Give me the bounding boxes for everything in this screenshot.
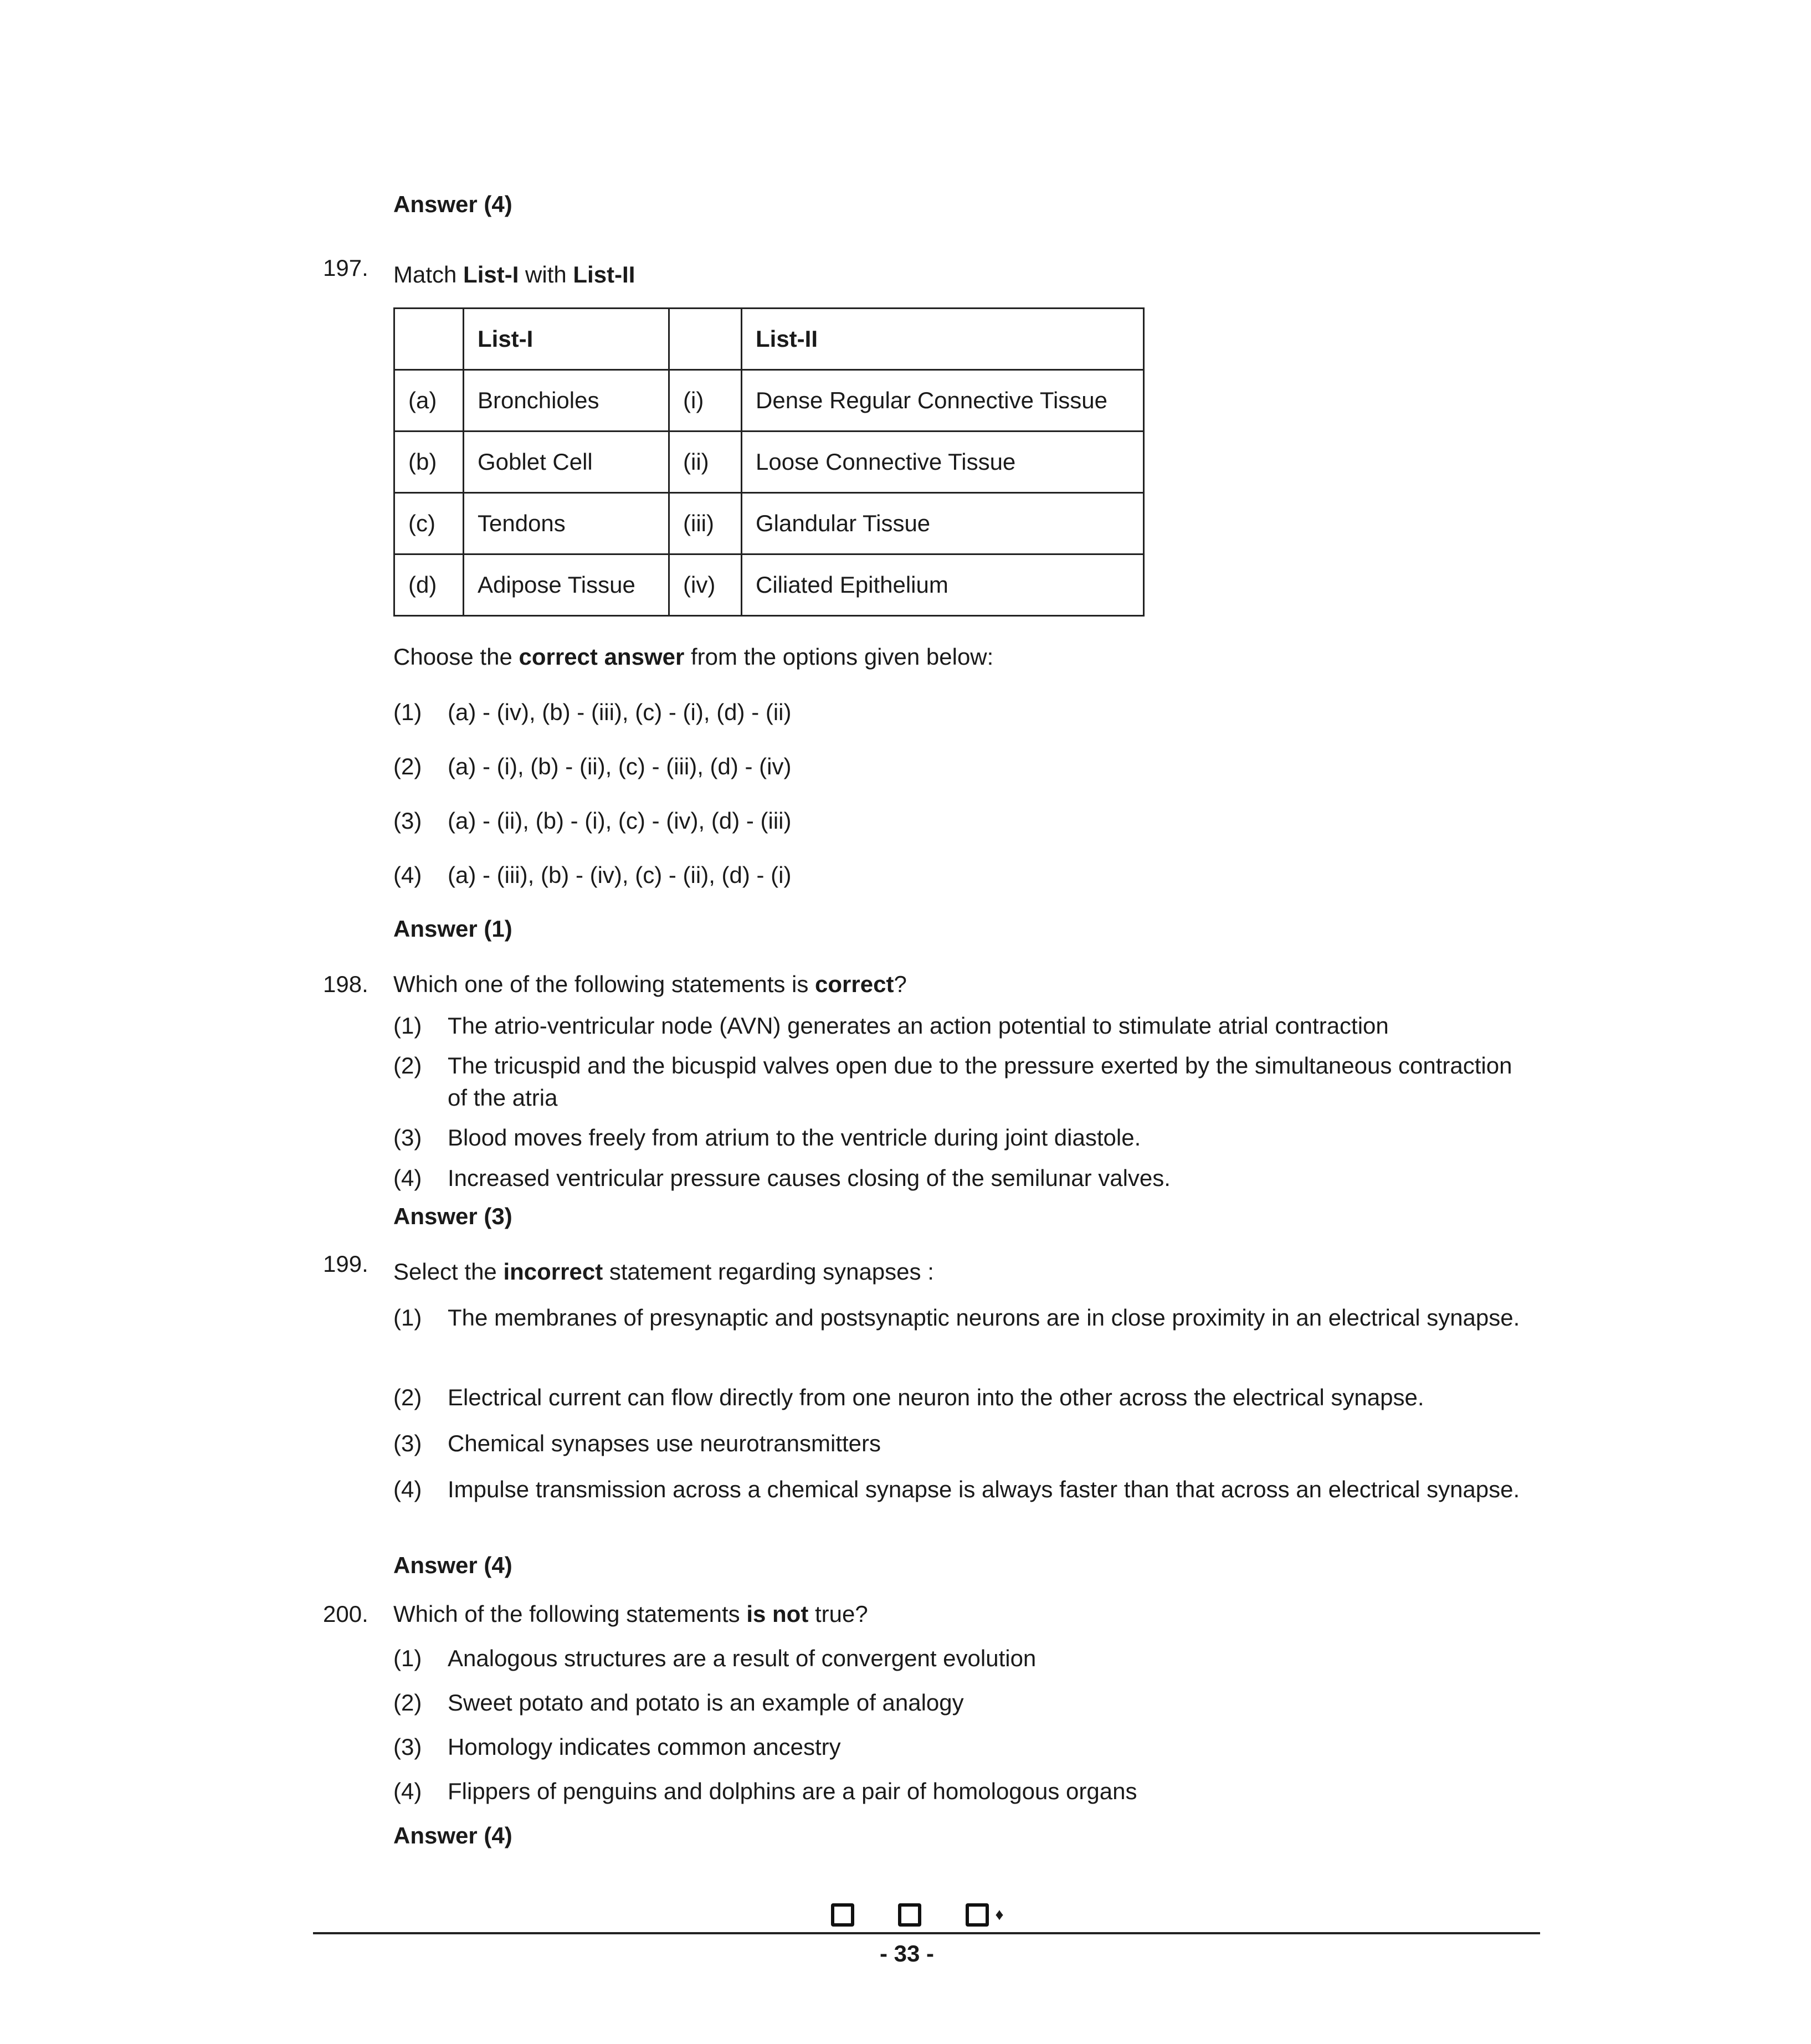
table-row	[394, 554, 1144, 616]
option-198-2: (2) The tricuspid and the bicuspid valves open due to the pressure exerted by the simultaneous contraction of the atria	[393, 1052, 1512, 1111]
option-200-4: (4) Flippers of penguins and dolphins are a pair of homologous organs	[393, 1778, 1137, 1804]
option-200-3: (3) Homology indicates common ancestry	[393, 1734, 841, 1760]
option-197-4: (4) (a) - (iii), (b) - (iv), (c) - (ii), (d) - (i)	[393, 862, 792, 888]
option-198-1: (1) The atrio-ventricular node (AVN) generates an action potential to stimulate atrial contraction	[393, 1013, 1389, 1039]
option-199-4: (4) Impulse transmission across a chemical synapse is always faster than that across an electrical synapse.	[393, 1476, 1520, 1502]
row-key-left: (b)	[394, 432, 464, 493]
question-199-prompt: Select the incorrect statement regarding synapses :	[393, 1259, 934, 1285]
table-row	[394, 370, 1144, 432]
row-value-right: Dense Regular Connective Tissue	[742, 370, 1144, 432]
row-key-right: (iv)	[669, 554, 742, 616]
option-200-1: (1) Analogous structures are a result of convergent evolution	[393, 1645, 1037, 1671]
row-key-right: (i)	[669, 370, 742, 432]
row-key-left: (a)	[394, 370, 464, 432]
row-value-left: Tendons	[464, 493, 669, 554]
page-number: - 33 -	[880, 1940, 935, 1966]
row-value-right: Glandular Tissue	[742, 493, 1144, 554]
row-value-right: Ciliated Epithelium	[742, 554, 1144, 616]
answer-200: Answer (4)	[393, 1822, 512, 1848]
header-list-1: List-I	[464, 309, 669, 370]
question-number-198: 198.	[323, 971, 368, 997]
row-value-left: Bronchioles	[464, 370, 669, 432]
square-icon	[966, 1903, 989, 1927]
footer-divider	[313, 1932, 1540, 1934]
match-table	[393, 307, 1145, 617]
table-row	[394, 493, 1144, 554]
answer-199: Answer (4)	[393, 1552, 512, 1578]
question-197-prompt: Match List-I with List-II	[393, 261, 635, 287]
option-197-3: (3) (a) - (ii), (b) - (i), (c) - (iv), (d) - (iii)	[393, 808, 792, 834]
header-blank-cell	[669, 309, 742, 370]
option-197-1: (1) (a) - (iv), (b) - (iii), (c) - (i), (d) - (ii)	[393, 699, 792, 725]
question-198-prompt: Which one of the following statements is correct?	[393, 971, 907, 997]
option-198-4: (4) Increased ventricular pressure causes closing of the semilunar valves.	[393, 1165, 1171, 1191]
answer-197: Answer (1)	[393, 916, 512, 942]
question-number-200: 200.	[323, 1601, 368, 1627]
square-icon	[898, 1903, 921, 1927]
footer-ornament	[831, 1900, 1004, 1927]
option-200-2: (2) Sweet potato and potato is an example of analogy	[393, 1689, 964, 1716]
row-key-right: (iii)	[669, 493, 742, 554]
row-key-left: (d)	[394, 554, 464, 616]
question-200-prompt: Which of the following statements is not true?	[393, 1601, 868, 1627]
question-number-199: 199.	[323, 1251, 368, 1277]
row-value-left: Goblet Cell	[464, 432, 669, 493]
row-value-right: Loose Connective Tissue	[742, 432, 1144, 493]
question-number-197: 197.	[323, 255, 368, 281]
answer-198: Answer (3)	[393, 1203, 512, 1229]
option-198-3: (3) Blood moves freely from atrium to the ventricle during joint diastole.	[393, 1124, 1141, 1151]
table-row	[394, 432, 1144, 493]
table-header-row	[394, 309, 1144, 370]
option-197-2: (2) (a) - (i), (b) - (ii), (c) - (iii), (d) - (iv)	[393, 753, 792, 779]
diamond-icon: ♦	[995, 1905, 1004, 1924]
option-199-3: (3) Chemical synapses use neurotransmitters	[393, 1430, 881, 1456]
header-list-2: List-II	[742, 309, 1144, 370]
row-key-left: (c)	[394, 493, 464, 554]
choose-instruction: Choose the correct answer from the options given below:	[393, 644, 994, 670]
header-blank-cell	[394, 309, 464, 370]
answer-196: Answer (4)	[393, 191, 512, 217]
option-199-1: (1) The membranes of presynaptic and postsynaptic neurons are in close proximity in an electrical synapse.	[393, 1305, 1520, 1331]
option-199-2: (2) Electrical current can flow directly from one neuron into the other across the electrical synapse.	[393, 1384, 1424, 1410]
square-icon	[831, 1903, 854, 1927]
row-value-left: Adipose Tissue	[464, 554, 669, 616]
row-key-right: (ii)	[669, 432, 742, 493]
